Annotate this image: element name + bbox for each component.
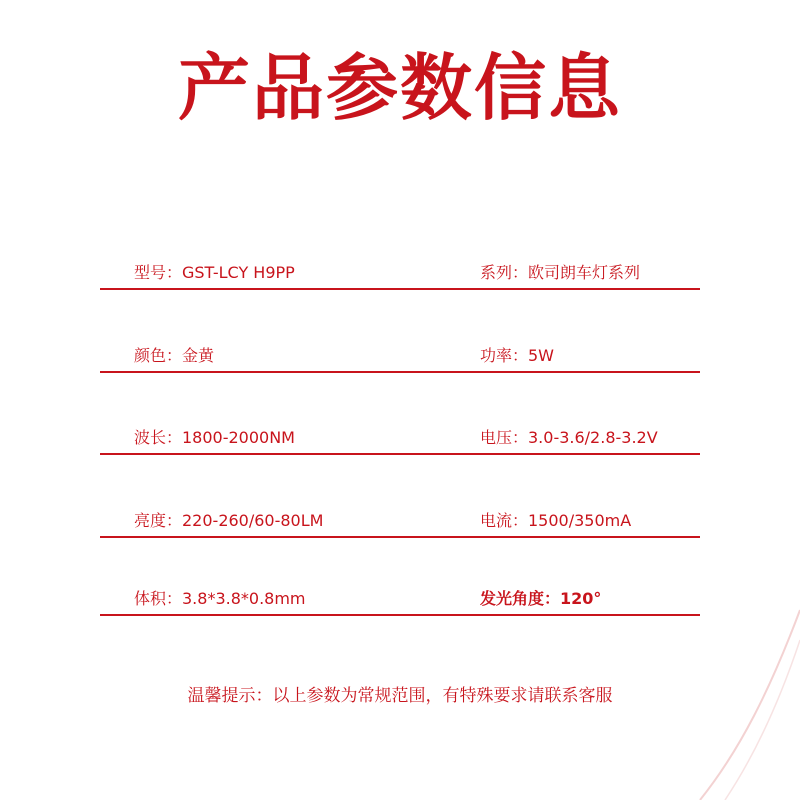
spec-size: 体积：3.8*3.8*0.8mm xyxy=(134,589,306,608)
spec-voltage: 电压：3.0-3.6/2.8-3.2V xyxy=(480,428,658,447)
footer-note: 温馨提示：以上参数为常规范围，有特殊要求请联系客服 xyxy=(187,686,613,706)
spec-model: 型号：GST-LCY H9PP xyxy=(134,263,295,282)
spec-row-color xyxy=(100,345,700,373)
spec-color: 颜色：金黄 xyxy=(134,346,215,365)
spec-power: 功率：5W xyxy=(480,346,555,365)
spec-wavelength: 波长：1800-2000NM xyxy=(134,428,295,447)
spec-brightness: 亮度：220-260/60-80LM xyxy=(134,511,324,530)
page-title: 产品参数信息 xyxy=(177,46,622,130)
spec-row-model xyxy=(100,262,700,290)
spec-row-wavelength xyxy=(100,427,700,455)
spec-current: 电流：1500/350mA xyxy=(480,511,632,530)
spec-row-size xyxy=(100,588,700,616)
spec-series: 系列：欧司朗车灯系列 xyxy=(480,263,641,282)
spec-row-brightness xyxy=(100,510,700,538)
spec-beam-angle: 发光角度：120° xyxy=(480,589,602,608)
